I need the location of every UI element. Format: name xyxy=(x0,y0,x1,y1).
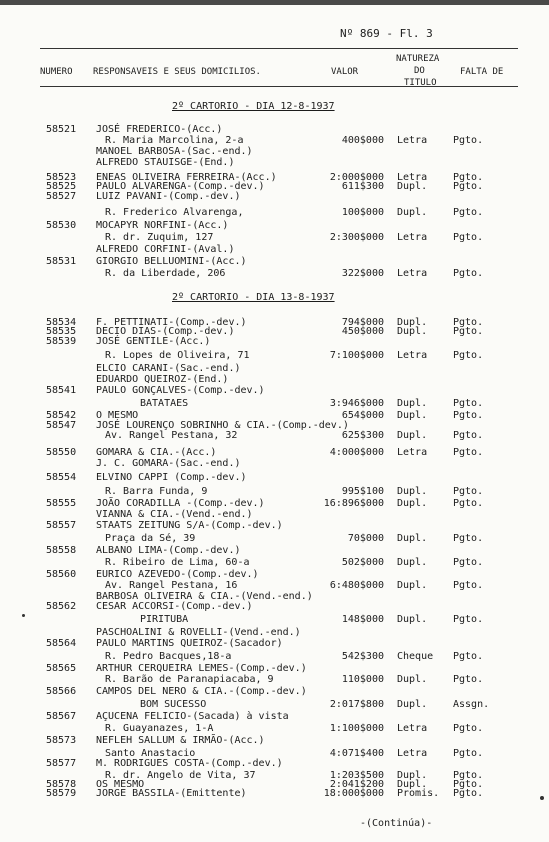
entry-value: 2:017$800 xyxy=(329,699,384,710)
entry-name: MANOEL BARBOSA-(Sac.-end.) xyxy=(96,146,253,157)
entry-status: Pgto. xyxy=(453,779,484,790)
entry-name: PASCHOALINI & ROVELLI-(Vend.-end.) xyxy=(96,627,301,638)
entry-status: Pgto. xyxy=(453,748,484,759)
entry-status: Pgto. xyxy=(453,651,484,662)
top-scan-edge xyxy=(0,0,549,5)
entry-status: Pgto. xyxy=(453,410,484,421)
entry-address: R. da Liberdade, 206 xyxy=(105,268,226,279)
entry-name: JOSÉ GENTILE-(Acc.) xyxy=(96,336,211,347)
entry-name: MOCAPYR NORFINI-(Acc.) xyxy=(96,220,229,231)
entry-value: 100$000 xyxy=(341,207,384,218)
entry-title-type: Dupl. xyxy=(397,533,428,544)
col-header-do: DO xyxy=(414,66,425,76)
entry-status: Pgto. xyxy=(453,674,484,685)
entry-status: Pgto. xyxy=(453,398,484,409)
entry-name: ALFREDO STAUISGE-(End.) xyxy=(96,157,235,168)
entry-address: R. dr. Zuquim, 127 xyxy=(105,232,214,243)
section-title-1: 2º CARTORIO - DIA 12-8-1937 xyxy=(172,101,335,112)
entry-name: PAULO GONÇALVES-(Comp.-dev.) xyxy=(96,385,265,396)
entry-value: 3:946$000 xyxy=(329,398,384,409)
entry-status: Assgn. xyxy=(453,699,490,710)
entry-name: ALFREDO CORFINI-(Aval.) xyxy=(96,244,235,255)
entry-address: Av. Rangel Pestana, 16 xyxy=(105,580,238,591)
entry-value: 1:100$000 xyxy=(329,723,384,734)
header-rule-bottom xyxy=(40,86,518,87)
entry-value: 995$100 xyxy=(341,486,384,497)
entry-title-type: Dupl. xyxy=(397,486,428,497)
entry-name: DECIO DIAS-(Comp.-dev.) xyxy=(96,326,235,337)
entry-status: Pgto. xyxy=(453,486,484,497)
scan-speck xyxy=(540,796,544,800)
entry-title-type: Dupl. xyxy=(397,430,428,441)
entry-address: Av. Rangel Pestana, 32 xyxy=(105,430,238,441)
continua-note: -(Continúa)- xyxy=(360,818,433,829)
entry-name: PAULO ALVARENGA-(Comp.-dev.) xyxy=(96,181,265,192)
entry-value: 6:480$000 xyxy=(329,580,384,591)
entry-status: Pgto. xyxy=(453,430,484,441)
entry-title-type: Dupl. xyxy=(397,398,428,409)
entry-title-type: Dupl. xyxy=(397,326,428,337)
entry-number: 58567 xyxy=(46,711,77,722)
entry-name: JOSÉ LOURENÇO SOBRINHO & CIA.-(Comp.-dev.) xyxy=(96,420,349,431)
entry-status: Pgto. xyxy=(453,268,484,279)
col-header-numero: NUMERO xyxy=(40,67,73,77)
entry-number: 58525 xyxy=(46,181,77,192)
entry-number: 58523 xyxy=(46,172,77,183)
header-rule-top xyxy=(40,48,518,49)
entry-name: J. C. GOMARA-(Sac.-end.) xyxy=(96,458,241,469)
entry-address: R. Frederico Alvarenga, xyxy=(105,207,244,218)
entry-title-type: Promis. xyxy=(397,788,440,799)
entry-title-type: Letra xyxy=(397,172,428,183)
entry-number: 58573 xyxy=(46,735,77,746)
entry-value: 794$000 xyxy=(341,317,384,328)
entry-status: Pgto. xyxy=(453,533,484,544)
entry-name: JORGE BASSILA-(Emittente) xyxy=(96,788,247,799)
scan-speck xyxy=(22,614,25,617)
entry-number: 58539 xyxy=(46,336,77,347)
entry-value: 4:000$000 xyxy=(329,447,384,458)
entry-number: 58565 xyxy=(46,663,77,674)
entry-title-type: Dupl. xyxy=(397,770,428,781)
entry-name: JOÃO CORADILLA -(Comp.-dev.) xyxy=(96,498,265,509)
entry-value: 7:100$000 xyxy=(329,350,384,361)
entry-title-type: Letra xyxy=(397,268,428,279)
entry-number: 58577 xyxy=(46,758,77,769)
entry-title-type: Dupl. xyxy=(397,181,428,192)
entry-status: Pgto. xyxy=(453,181,484,192)
entry-name: ELCIO CARANI-(Sac.-end.) xyxy=(96,363,241,374)
entry-value: 542$300 xyxy=(341,651,384,662)
entry-value: 502$000 xyxy=(341,557,384,568)
entry-value: 625$300 xyxy=(341,430,384,441)
entry-number: 58566 xyxy=(46,686,77,697)
entry-address: R. Pedro Bacques,18-a xyxy=(105,651,232,662)
entry-number: 58530 xyxy=(46,220,77,231)
entry-address: BATATAES xyxy=(140,398,189,409)
entry-status: Pgto. xyxy=(453,207,484,218)
entry-value: 70$000 xyxy=(347,533,384,544)
entry-address: R. Barão de Paranapiacaba, 9 xyxy=(105,674,274,685)
entry-address: Praça da Sé, 39 xyxy=(105,533,196,544)
entry-number: 58550 xyxy=(46,447,77,458)
entry-name: AÇUCENA FELICIO-(Sacada) à vista xyxy=(96,711,289,722)
entry-value: 654$000 xyxy=(341,410,384,421)
entry-name: VIANNA & CIA.-(Vend.-end.) xyxy=(96,509,253,520)
entry-name: ARTHUR CERQUEIRA LEMES-(Comp.-dev.) xyxy=(96,663,307,674)
entry-status: Pgto. xyxy=(453,232,484,243)
entry-number: 58557 xyxy=(46,520,77,531)
entry-value: 110$000 xyxy=(341,674,384,685)
entry-title-type: Dupl. xyxy=(397,557,428,568)
entry-title-type: Dupl. xyxy=(397,580,428,591)
entry-title-type: Dupl. xyxy=(397,207,428,218)
entry-title-type: Dupl. xyxy=(397,699,428,710)
page-reference: Nº 869 - Fl. 3 xyxy=(340,27,433,40)
entry-value: 450$000 xyxy=(341,326,384,337)
entry-name: O MESMO xyxy=(96,410,139,421)
entry-status: Pgto. xyxy=(453,788,484,799)
entry-status: Pgto. xyxy=(453,770,484,781)
entry-number: 58564 xyxy=(46,638,77,649)
col-header-natureza: NATUREZA xyxy=(396,54,440,64)
entry-name: M. RODRIGUES COSTA-(Comp.-dev.) xyxy=(96,758,283,769)
entry-value: 322$000 xyxy=(341,268,384,279)
entry-status: Pgto. xyxy=(453,317,484,328)
entry-value: 148$000 xyxy=(341,614,384,625)
entry-number: 58535 xyxy=(46,326,77,337)
entry-number: 58560 xyxy=(46,569,77,580)
entry-name: EDUARDO QUEIROZ-(End.) xyxy=(96,374,229,385)
entry-name: CAMPOS DEL NERO & CIA.-(Comp.-dev.) xyxy=(96,686,307,697)
entry-name: GIORGIO BELLUOMINI-(Acc.) xyxy=(96,256,247,267)
entry-number: 58542 xyxy=(46,410,77,421)
entry-number: 58555 xyxy=(46,498,77,509)
entry-value: 400$000 xyxy=(341,135,384,146)
entry-name: GOMARA & CIA.-(Acc.) xyxy=(96,447,217,458)
entry-value: 2:000$000 xyxy=(329,172,384,183)
entry-name: OS MESMO xyxy=(96,779,145,790)
entry-title-type: Dupl. xyxy=(397,614,428,625)
entry-title-type: Letra xyxy=(397,723,428,734)
entry-number: 58554 xyxy=(46,472,77,483)
entry-value: 1:203$500 xyxy=(329,770,384,781)
section-title-2: 2º CARTORIO - DIA 13-8-1937 xyxy=(172,292,335,303)
entry-name: ENEAS OLIVEIRA FERREIRA-(Acc.) xyxy=(96,172,277,183)
entry-status: Pgto. xyxy=(453,614,484,625)
entry-status: Pgto. xyxy=(453,326,484,337)
entry-status: Pgto. xyxy=(453,723,484,734)
entry-number: 58558 xyxy=(46,545,77,556)
entry-address: BOM SUCESSO xyxy=(140,699,207,710)
entry-title-type: Dupl. xyxy=(397,779,428,790)
entry-value: 2:041$200 xyxy=(329,779,384,790)
entry-status: Pgto. xyxy=(453,580,484,591)
entry-title-type: Letra xyxy=(397,447,428,458)
entry-title-type: Letra xyxy=(397,232,428,243)
entry-number: 58534 xyxy=(46,317,77,328)
entry-address: Santo Anastacio xyxy=(105,748,196,759)
entry-name: ELVINO CAPPI (Comp.-dev.) xyxy=(96,472,247,483)
entry-value: 16:896$000 xyxy=(323,498,384,509)
entry-name: STAATS ZEITUNG S/A-(Comp.-dev.) xyxy=(96,520,283,531)
entry-value: 4:071$400 xyxy=(329,748,384,759)
entry-number: 58527 xyxy=(46,191,77,202)
entry-address: R. Maria Marcolina, 2-a xyxy=(105,135,244,146)
col-header-valor: VALOR xyxy=(331,67,359,77)
entry-name: PAULO MARTINS QUEIROZ-(Sacador) xyxy=(96,638,283,649)
entry-name: JOSÉ FREDERICO-(Acc.) xyxy=(96,124,223,135)
entry-number: 58579 xyxy=(46,788,77,799)
col-header-falta: FALTA DE xyxy=(460,67,504,77)
entry-title-type: Letra xyxy=(397,135,428,146)
entry-value: 611$300 xyxy=(341,181,384,192)
entry-number: 58541 xyxy=(46,385,77,396)
entry-title-type: Dupl. xyxy=(397,498,428,509)
entry-number: 58562 xyxy=(46,601,77,612)
entry-number: 58578 xyxy=(46,779,77,790)
entry-title-type: Letra xyxy=(397,748,428,759)
entry-address: PIRITUBA xyxy=(140,614,189,625)
entry-status: Pgto. xyxy=(453,172,484,183)
entry-title-type: Dupl. xyxy=(397,674,428,685)
entry-status: Pgto. xyxy=(453,135,484,146)
entry-address: R. dr. Angelo de Vita, 37 xyxy=(105,770,256,781)
entry-number: 58521 xyxy=(46,124,77,135)
entry-title-type: Dupl. xyxy=(397,317,428,328)
entry-name: CESAR ACCORSI-(Comp.-dev.) xyxy=(96,601,253,612)
entry-address: R. Guayanazes, 1-A xyxy=(105,723,214,734)
entry-value: 18:000$000 xyxy=(323,788,384,799)
entry-name: NEFLEH SALLUM & IRMÃO-(Acc.) xyxy=(96,735,265,746)
entry-status: Pgto. xyxy=(453,498,484,509)
entry-name: LUIZ PAVANI-(Comp.-dev.) xyxy=(96,191,241,202)
entry-name: F. PETTINATI-(Comp.-dev.) xyxy=(96,317,247,328)
entry-title-type: Letra xyxy=(397,350,428,361)
entry-status: Pgto. xyxy=(453,447,484,458)
entry-status: Pgto. xyxy=(453,350,484,361)
entry-value: 2:300$000 xyxy=(329,232,384,243)
col-header-titulo: TITULO xyxy=(404,78,437,88)
entry-number: 58547 xyxy=(46,420,77,431)
entry-name: BARBOSA OLIVEIRA & CIA.-(Vend.-end.) xyxy=(96,591,313,602)
entry-address: R. Barra Funda, 9 xyxy=(105,486,208,497)
entry-title-type: Dupl. xyxy=(397,410,428,421)
entry-address: R. Ribeiro de Lima, 60-a xyxy=(105,557,250,568)
entry-title-type: Cheque xyxy=(397,651,434,662)
entry-number: 58531 xyxy=(46,256,77,267)
entry-status: Pgto. xyxy=(453,557,484,568)
entry-name: ALBANO LIMA-(Comp.-dev.) xyxy=(96,545,241,556)
entry-name: EURICO AZEVEDO-(Comp.-dev.) xyxy=(96,569,259,580)
col-header-responsaveis: RESPONSAVEIS E SEUS DOMICILIOS. xyxy=(93,67,261,77)
entry-address: R. Lopes de Oliveira, 71 xyxy=(105,350,250,361)
